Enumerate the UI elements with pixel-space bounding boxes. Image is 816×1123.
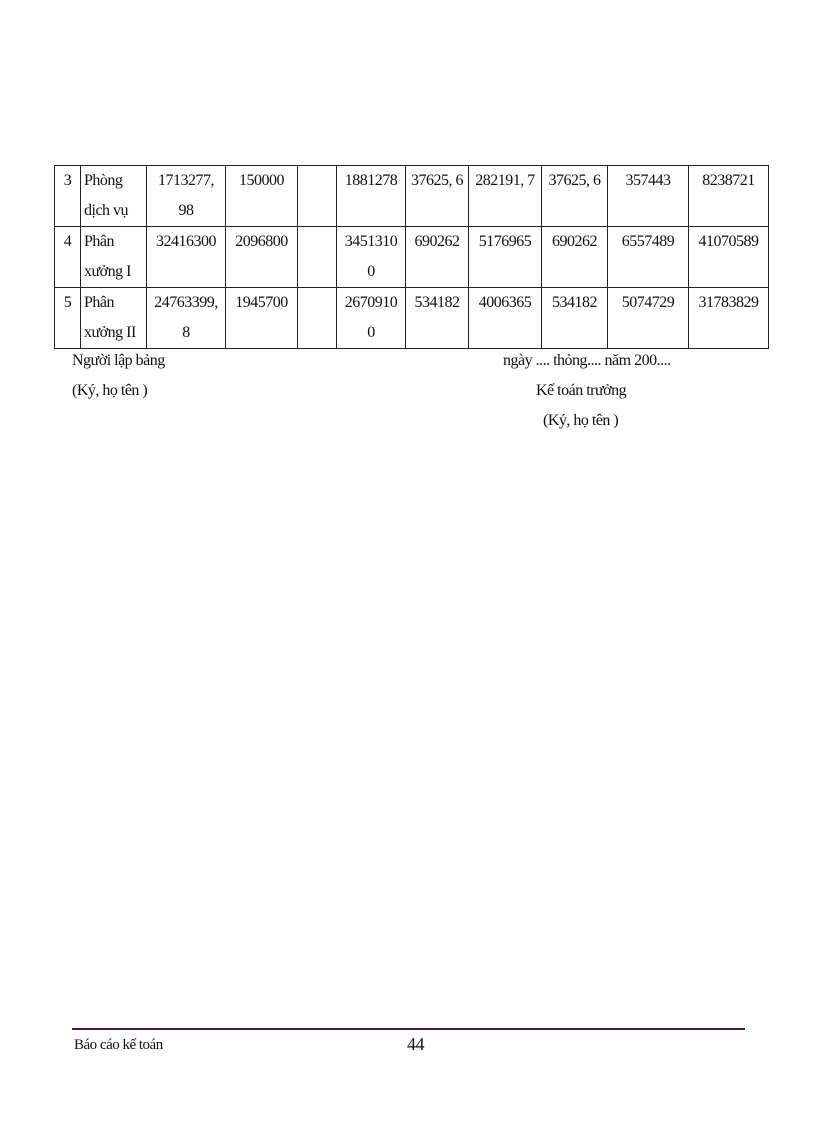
- cell: 37625, 6: [406, 166, 469, 227]
- cell: 6557489: [608, 227, 689, 288]
- name-line: dịch vụ: [84, 202, 129, 219]
- name-line: Phân: [84, 233, 114, 250]
- chief-sign-note: (Ký, họ tên ): [543, 412, 619, 429]
- date-line: ngày .... thỏng.... năm 200....: [503, 352, 671, 369]
- name-line: xưởng II: [84, 324, 136, 341]
- cell: 357443: [608, 166, 689, 227]
- cell: [337, 288, 406, 349]
- footer-title: Báo cáo kế toán: [74, 1037, 163, 1053]
- chief-accountant-label: Kế toán trưởng: [536, 382, 627, 399]
- cell-line: 24763399,: [154, 294, 218, 311]
- cell: 31783829: [689, 288, 769, 349]
- row-number: 4: [55, 227, 81, 288]
- cell: 690262: [542, 227, 608, 288]
- cell: 690262: [406, 227, 469, 288]
- cell: 1881278: [337, 166, 406, 227]
- cell: [337, 227, 406, 288]
- name-line: Phòng: [84, 172, 123, 189]
- cell: 1945700: [226, 288, 298, 349]
- department-name: [81, 288, 147, 349]
- cell-line: 3451310: [344, 233, 398, 250]
- preparer-label: Người lập bảng: [72, 352, 165, 369]
- cell: 5176965: [469, 227, 542, 288]
- cell: [298, 227, 337, 288]
- table-row: [55, 166, 769, 227]
- cell: 282191, 7: [469, 166, 542, 227]
- cell: [298, 288, 337, 349]
- cell: 4006365: [469, 288, 542, 349]
- cell: 534182: [542, 288, 608, 349]
- cell: [298, 166, 337, 227]
- cell-line: 0: [367, 324, 375, 341]
- cell: [147, 227, 226, 288]
- cell-line: 98: [178, 202, 194, 219]
- page-number: 44: [407, 1034, 424, 1054]
- cell-line: 8: [182, 324, 190, 341]
- row-number: 3: [55, 166, 81, 227]
- cell: 534182: [406, 288, 469, 349]
- cell: 150000: [226, 166, 298, 227]
- table-row: [55, 227, 769, 288]
- table-row: [55, 288, 769, 349]
- cell: 2096800: [226, 227, 298, 288]
- cell-line: 1713277,: [158, 172, 214, 189]
- footer-divider: [72, 1028, 745, 1030]
- cell: 8238721: [689, 166, 769, 227]
- cell: [147, 166, 226, 227]
- name-line: xưởng I: [84, 263, 131, 280]
- cell: 37625, 6: [542, 166, 608, 227]
- department-name: [81, 227, 147, 288]
- cell: [147, 288, 226, 349]
- preparer-sign-note: (Ký, họ tên ): [72, 382, 148, 399]
- cell-line: 32416300: [156, 233, 216, 250]
- name-line: Phân: [84, 294, 114, 311]
- allocation-table: [54, 165, 769, 349]
- cell: 5074729: [608, 288, 689, 349]
- cell-line: 0: [367, 263, 375, 280]
- cell-line: 2670910: [344, 294, 398, 311]
- cell: 41070589: [689, 227, 769, 288]
- department-name: [81, 166, 147, 227]
- row-number: 5: [55, 288, 81, 349]
